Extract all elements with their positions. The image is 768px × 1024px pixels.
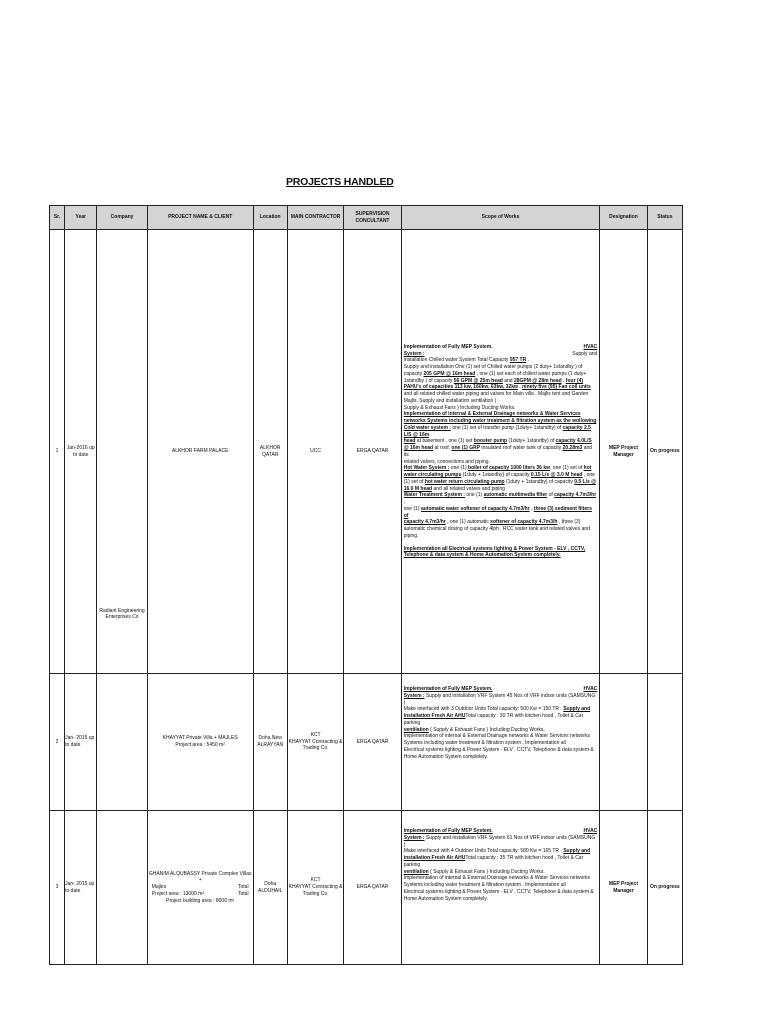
location-cell (253, 811, 287, 965)
scope-line: and all related valves and piping (432, 485, 505, 492)
location-cell: ALKHOR QATAR (253, 230, 287, 674)
project-cell (147, 811, 253, 965)
scope-line: HVAC (583, 343, 598, 350)
scope-line: at roof, (433, 445, 452, 452)
scope-line: 28GPM @ 28m head (513, 377, 562, 384)
scope-line: Make interfaced with 4 Outdoor Units Total capacity: 580 Kw = 165 TR . (403, 848, 564, 855)
scope-line: Supply and (563, 706, 591, 713)
scope-line: at basement , one (1) set (415, 438, 474, 445)
location-line: Doha (264, 880, 277, 887)
scope-line: installation Fresh Air AHU (403, 855, 466, 861)
scope-cell (401, 230, 600, 674)
company-cell (97, 230, 147, 674)
scope-line: Supply and installation One (1) set of Chilled water pumps (2 duty+ 1standby ) of (403, 364, 583, 371)
scope-line: head (403, 438, 416, 445)
scope-line: 1standby ) of capacity (403, 377, 454, 384)
scope-line: 0.5 L/s @ (574, 478, 597, 485)
header-scope: Scope of Works (401, 206, 600, 230)
status-cell: On progress (647, 230, 682, 674)
scope-line: 205 GPM @ 16m head (423, 370, 476, 377)
scope-line: Make interfaced with 3 Outdoor Units Total capacity: 500 Kw = 150 TR . (403, 706, 564, 713)
scope-line: , (561, 377, 566, 384)
designation-cell: MEP Project Manager (600, 811, 647, 965)
company-name: Radiant Engineering Enterprises Co (99, 607, 145, 621)
project-area: Project area : 5450 m² (175, 742, 225, 748)
scope-line: Telephone & data system & Home Automation System completely. (403, 552, 561, 559)
scope-line: booster pump (473, 438, 508, 445)
scope-line: Hot Water System : (403, 465, 450, 472)
scope-line: ventilation (403, 868, 429, 875)
scope-line: ventilation (403, 726, 429, 733)
company-cell (97, 674, 147, 811)
scope-line: Supply and (563, 848, 591, 855)
scope-line: Supply and installation VRF System 45 Nos of VRF indoor units (SAMSUNG ) (403, 692, 596, 706)
scope-line: Supply and (572, 350, 598, 357)
scope-line: Water Treatment System : (403, 492, 465, 499)
scope-line: and (502, 377, 514, 384)
scope-line: capacity 4.7m3/hr (554, 492, 597, 499)
year-cell: Jan-2016 up to date (65, 230, 97, 674)
location-line: Doha New (258, 735, 282, 742)
scope-line: Cold water system : (403, 424, 451, 431)
scope-line: System : (403, 350, 425, 357)
project-cell: ALKHOR FARM PALACE (147, 230, 253, 674)
scope-line: (1duty+ 1standby) of (507, 438, 556, 445)
status-cell: On progress (647, 811, 682, 965)
scope-line: , one (1) set of (550, 465, 584, 472)
scope-line: Implementation of internal & External Drainage networks & Water Services (403, 411, 581, 418)
scope-line: networks Systems including water treatment & filtration system as the wollowing (403, 418, 597, 425)
supervision-cell: ERGA QATAR (344, 674, 401, 811)
contractor-code: KCT (310, 877, 321, 884)
scope-line: installation Fresh Air AHU (403, 713, 466, 719)
location-cell (253, 674, 287, 811)
scope-line: System : (403, 834, 425, 841)
table-row (50, 674, 683, 811)
contractor-name: KHAYYAT Contracting & Trading Co. (288, 884, 343, 897)
scope-line: capacity 4.7m3/hr (403, 519, 446, 526)
status-cell (647, 674, 682, 811)
scope-line: Implementation of Fully MEP System. (403, 343, 493, 350)
scope-line: automatic multimedia filter (483, 492, 548, 499)
project-line: Total (238, 884, 249, 891)
scope-line: Implementation of internal & External Drainage networks & Water Services networks (403, 875, 591, 882)
scope-line: , one (582, 472, 595, 479)
scope-line: ninety five (95) Fan coil units (522, 384, 591, 391)
scope-line: one (1) set of transfer pump (1duty+ 1standby) of (450, 424, 563, 431)
location-line: ALRAYYAN (257, 742, 284, 748)
scope-line: one (1) GRP (451, 445, 481, 452)
scope-line: boiler of capacity 1000 liters 36 kw (468, 465, 551, 472)
scope-cell (401, 811, 600, 965)
scope-line: Implementation all Electrical systems lighting & Power System - ELV , CCTV, (403, 545, 586, 552)
project-line: Majles (151, 884, 167, 891)
project-line: Total (238, 890, 249, 897)
scope-line: HVAC (583, 828, 598, 834)
scope-line: and its (403, 445, 593, 458)
main-contractor-cell (287, 811, 343, 965)
designation-cell (600, 674, 647, 811)
scope-line: (1duty + 1standby) of capacity (504, 478, 575, 485)
projects-table (49, 205, 683, 965)
scope-cell (401, 674, 600, 811)
scope-line: piping. (403, 532, 419, 539)
header-main-contractor: MAIN CONTRACTOR (287, 206, 343, 230)
scope-line: and all related chilled water piping and valves for Main villa , Majlis tent and Garden (403, 391, 589, 398)
table-row (50, 811, 683, 965)
scope-line: 16.0 M head (403, 485, 433, 492)
scope-line: 56 GPM @ 25m head (453, 377, 503, 384)
scope-line: four (4) (565, 377, 584, 384)
scope-line: installation Chilled water System Total Capacity (403, 357, 510, 364)
scope-line: , (403, 499, 406, 506)
scope-line: automatic chemical dosing of capacity 4lph , RCC water tank and related valves and (403, 526, 590, 533)
scope-line: Total capacity : 30 TR with kitchen hood , Toilet & Car parking (403, 713, 584, 726)
contractor-name: KHAYYAT Contracting & Trading Co. (288, 738, 343, 752)
scope-line: (1) set of (403, 478, 425, 485)
scope-line: ( Supply & Exhaust Fans ) Including Ducting Works. (428, 868, 545, 875)
scope-line: Implementation of Fully MEP System. (403, 828, 493, 834)
scope-line: Home Automation System completely. (403, 753, 488, 760)
header-project: PROJECT NAME & CLIENT (147, 206, 253, 230)
header-company: Company (97, 206, 147, 230)
location-line: ALDUHAIL (257, 887, 283, 894)
scope-line: of (547, 492, 555, 499)
scope-line: Electrical systems lighting & Power System - ELV , CCTV, Telephone & data system & (403, 888, 594, 895)
scope-line: related valves, connections and piping. (403, 458, 490, 465)
project-name: GHANIM ALQUBASSY Private Complex Villas + (148, 870, 252, 884)
scope-line: Systems including water treatment & filtration system . Implementation all (403, 740, 566, 746)
scope-line: , one (1) set each of chilled water pumps (1 duty+ (475, 370, 587, 377)
project-building-area: Project building area : 8000 m² (166, 897, 235, 904)
scope-line: softener of capacity 4.7m3/h (490, 519, 558, 526)
scope-line: water circulating pumps (403, 472, 462, 479)
designation-cell: MEP Project Manager (600, 230, 647, 674)
scope-line: , (517, 384, 523, 391)
header-location: Location (253, 206, 287, 230)
scope-line: ( Supply & Exhaust Fans ) Including Ducting Works. (428, 726, 545, 733)
scope-line: 20.28m3 (562, 445, 583, 452)
table-header-row (50, 206, 683, 230)
scope-line: Home Automation System completely. (403, 895, 488, 902)
scope-line: hot (583, 465, 592, 472)
scope-line: HVAC (583, 686, 598, 692)
scope-line: 957 TR (509, 357, 527, 364)
main-contractor-cell (287, 674, 343, 811)
scope-line: 0.15 L/s @ 3.0 M head (530, 472, 583, 479)
project-area: Project area : 13000 m² (151, 890, 204, 897)
scope-line: Implementation of internal & External Drainage networks & Water Services networks (403, 733, 591, 740)
year-cell: Jan- 2015 up to date (65, 811, 97, 965)
main-contractor-cell: UCC (287, 230, 343, 674)
scope-line: hot water return circulating pump (424, 478, 505, 485)
header-designation: Designation (600, 206, 647, 230)
project-name: KHAYYAT Private Villa + MAJLES (162, 735, 238, 742)
header-supervision: SUPERVISION CONCULTANT (344, 206, 401, 230)
scope-line: Electrical systems lighting & Power System - ELV , CCTV, Telephone & data system & (403, 746, 594, 753)
scope-line: (1duty + 1standby) of capacity (461, 472, 531, 479)
scope-line: System : (403, 692, 425, 699)
table-row (50, 230, 683, 674)
header-status: Status (647, 206, 682, 230)
contractor-code: KCT (310, 731, 321, 738)
scope-line: capacity 4.0L/S (555, 438, 592, 445)
scope-line: , three (3) (557, 519, 581, 526)
scope-line: . (526, 357, 529, 364)
scope-line: capacity (403, 370, 424, 377)
scope-line: , one (1) automatic (445, 519, 491, 526)
scope-line: three (3) sediment filters of (403, 505, 592, 519)
page-title: PROJECTS HANDLED (286, 176, 394, 188)
sr-cell: 3 (50, 811, 65, 965)
scope-line: , (529, 505, 534, 512)
scope-line: insulated roof water tank of capacity (480, 445, 563, 452)
scope-line: @ 16m head (403, 445, 434, 452)
header-year: Year (65, 206, 97, 230)
scope-line: one (1) (403, 505, 421, 512)
scope-line: Systems including water treatment & filtration system . Implementation all (403, 882, 566, 888)
supervision-cell: ERGA QATAR (344, 230, 401, 674)
company-cell (97, 811, 147, 965)
scope-line: PAHU's of capacities 113 kw, 160kw, 63kw, 32kw (403, 384, 518, 391)
scope-line: one (1) (464, 492, 484, 499)
year-cell: Jan- 2015 up to date (65, 674, 97, 811)
sr-cell: 2 (50, 674, 65, 811)
scope-line: Supply and installation VRF System 61 Nos of VRF indoor units (SAMSUNG ) (403, 834, 596, 848)
project-cell (147, 674, 253, 811)
header-sr: Sr. (50, 206, 65, 230)
scope-line: capacity 2.5 L/S @ 16m (403, 424, 591, 438)
scope-line: Supply & Exhaust Fans ) Including Ducting Works. (403, 404, 516, 411)
scope-line: Total capacity : 35 TR with kitchen hood , Toilet & Car parking (403, 855, 584, 868)
scope-line: one (1) (449, 465, 469, 472)
scope-line: automatic water softener of capacity 4.7m3/hr (420, 505, 530, 512)
supervision-cell: ERGA QATAR (344, 811, 401, 965)
scope-line: Implementation of Fully MEP System. (403, 686, 493, 692)
scope-line: Majlis. Supply and installation ventilation ( (403, 397, 497, 404)
sr-cell: 1 (50, 230, 65, 674)
